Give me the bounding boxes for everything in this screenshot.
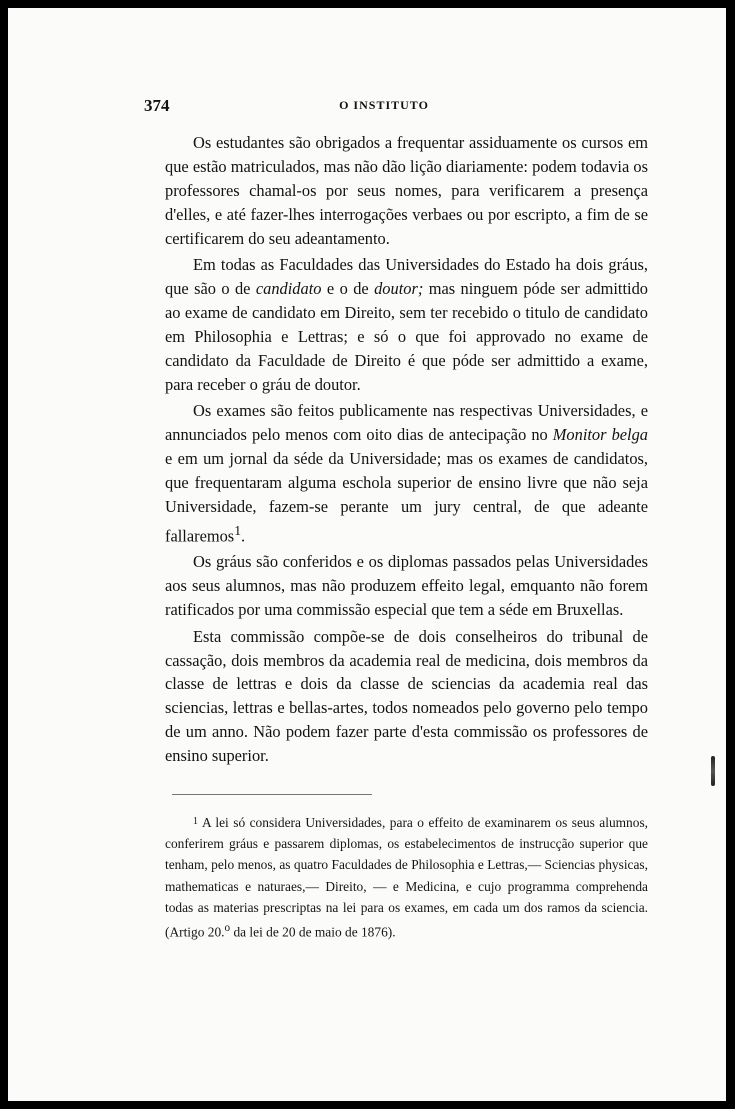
paragraph-2-emphasis-doutor: doutor; xyxy=(374,278,424,298)
running-title: O INSTITUTO xyxy=(339,98,429,112)
footnote-reference: 1 xyxy=(234,522,242,538)
footnote-mark: 1 xyxy=(193,816,198,827)
paragraph-3-emphasis-monitor: Monitor belga xyxy=(552,424,648,444)
paragraph-3-text-a: Os exames são feitos publicamente nas respectivas Universidades, e annunciados pelo menos com oito dias de antecipação no xyxy=(165,400,648,444)
paragraph-5: Esta commissão compõe-se de dois conselheiros do tribunal de cassação, dois membros da academia real de medicina, dois membros da classe de lettras e dois da classe de sciencias da academia real das sciencias, lettras e bellas-artes, todos nomeados pelo governo pelo tempo de um anno. Não podem fazer parte d'esta commissão os professores de ensino superior. xyxy=(165,626,648,766)
paragraph-2 xyxy=(165,253,648,396)
paragraph-2-emphasis-candidato: candidato xyxy=(255,278,322,298)
paragraph-1: Os estudantes são obrigados a frequentar assiduamente os cursos em que estão matriculados, mas não dão lição diariamente: podem todavia os professores chamal-os por seus nomes, para verificarem a presença d'elles, e até fazer-lhes interrogações verbaes ou por escripto, a fim de se certificarem do seu adeantamento. xyxy=(165,133,648,248)
paragraph-3-text-b: e em um jornal da séde da Universidade; mas os exames de candidatos, que frequentaram alguma escholа superior de ensino livre que não seja Universidade, fazem-se perante um jury central, de que adeante fallaremos xyxy=(165,448,648,545)
footnote xyxy=(165,812,648,943)
page-number: 374 xyxy=(144,96,170,115)
paragraph-2-text-a: Em todas as Faculdades das Universidades do Estado ha dois gráus, que são o de xyxy=(165,255,648,298)
paragraph-3 xyxy=(165,399,648,548)
footnote-ordinal: o xyxy=(224,922,231,935)
paragraph-4: Os gráus são conferidos e os diplomas passados pelas Universidades aos seus alumnos, mas não produzem effeito legal, emquanto não forem ratificados por uma commissão especial que tem a séde em Bruxellas. xyxy=(165,552,648,620)
book-page xyxy=(8,8,726,1101)
paragraph-2-text-b: e o de xyxy=(321,278,375,298)
paragraph-2-text-c: mas ninguem póde ser admittido ao exame de candidato em Direito, sem ter recebido o titulo de candidato em Philosophia e Lettras; e só o que foi approvado no exame de candidato da Faculdade de Direito é que póde ser admittido a exame, para receber o gráu de doutor. xyxy=(165,278,648,394)
footnote-text-a: A lei só considera Universidades, para o effeito de examinarem os seus alumnos, conferirem gráus e passarem diplomas, os estabelecimentos de instrucção superior que tenham, pelo menos, as quatro Faculdades de Philosophia e Lettras,— Sciencias physicas, mathematicas e naturaes,— Direito, — e Medicina, e cujo programma comprehenda todas as materias prescriptas na lei para os exames, em cada um dos ramos da sciencia. (Artigo 20. xyxy=(165,815,648,940)
body-text xyxy=(165,131,648,768)
paragraph-3-end: . xyxy=(241,525,246,545)
margin-ink-mark xyxy=(711,756,715,786)
footnote-divider xyxy=(172,794,372,795)
page-header xyxy=(144,96,624,120)
footnote-text-b: da lei de 20 de maio de 1876). xyxy=(230,924,396,940)
